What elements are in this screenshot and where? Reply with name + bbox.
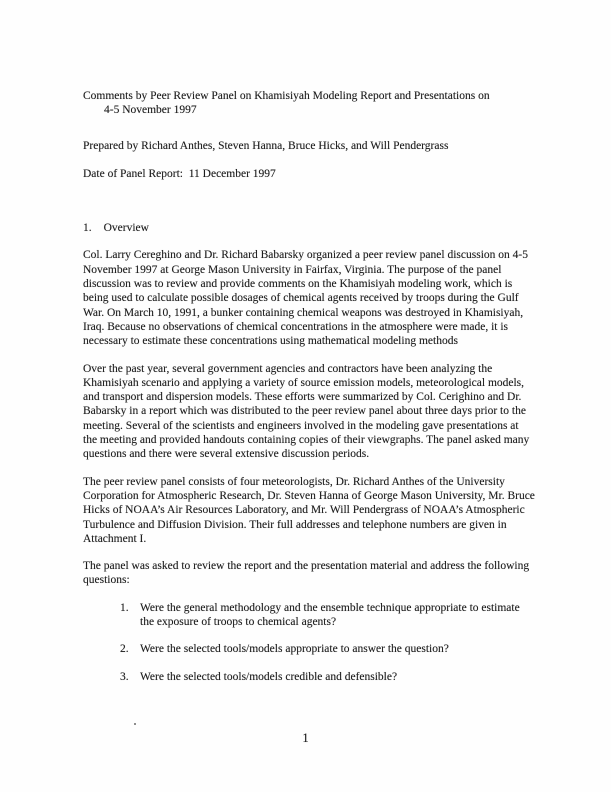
question-number: 3. — [120, 670, 129, 683]
paragraph-overview-1: Col. Larry Cereghino and Dr. Richard Babarsky organized a peer review panel discussion on 4-5 November 1997 at George Mason University in Fairfax, Virginia. The purpose of the panel discussion was to review and provide comments on the Khamisiyah modeling work, which is being used to calculate possible dosages of chemical agents received by troops during the Gulf War. On March 10, 1991, a bunker containing chemical weapons was destroyed in Khamisiyah, Iraq. Because no observations of chemical concentrations in the atmosphere were made, it is necessary to estimate these concentrations using mathematical modeling methods — [83, 249, 528, 348]
question-item-3 — [120, 670, 535, 684]
question-number: 2. — [120, 643, 129, 656]
section-number: 1. — [83, 222, 92, 235]
question-text: Were the selected tools/models credible and defensible? — [140, 670, 398, 683]
document-title — [83, 89, 535, 118]
question-number: 1. — [120, 601, 129, 614]
paragraph-panel-members: The peer review panel consists of four meteorologists, Dr. Richard Anthes of the University Corporation for Atmospheric Research, Dr. Steven Hanna of George Mason University, Mr. Bruce Hicks of NOAA’s Air Resources Laboratory, and Mr. Will Pendergrass of NOAA’s Atmospheric Turbulence and Diffusion Division. Their full addresses and telephone numbers are given in Attachment I. — [83, 475, 535, 545]
report-date-line: Date of Panel Report: 11 December 1997 — [83, 167, 276, 180]
paragraph-questions-intro: The panel was asked to review the report and the presentation material and address the following questions: — [83, 560, 530, 587]
title-line-1: Comments by Peer Review Panel on Khamisiyah Modeling Report and Presentations on — [83, 90, 490, 102]
section-heading-overview — [83, 221, 535, 235]
prepared-by-line: Prepared by Richard Anthes, Steven Hanna, Bruce Hicks, and Will Pendergrass — [83, 139, 449, 152]
scan-speck — [134, 723, 136, 725]
section-title: Overview — [103, 222, 149, 235]
question-list — [83, 601, 535, 684]
question-item-2 — [120, 642, 535, 656]
title-line-2: 4-5 November 1997 — [104, 104, 197, 117]
document-content — [83, 89, 535, 697]
paragraph-overview-2: Over the past year, several government agencies and contractors have been analyzing the Khamisiyah scenario and applying a variety of source emission models, meteorological models, and transport and dispersion models. These efforts were summarized by Col. Cerighino and Dr. Babarsky in a report which was distributed to the peer review panel about three days prior to the meeting. Several of the scientists and engineers involved in the modeling gave presentations at the meeting and provided handouts containing copies of their viewgraphs. The panel asked many questions and there were several extensive discussion periods. — [83, 362, 530, 461]
question-item-1 — [120, 601, 535, 630]
question-text: Were the selected tools/models appropriate to answer the question? — [140, 643, 449, 656]
page-number: 1 — [302, 731, 309, 745]
question-text: Were the general methodology and the ensemble technique appropriate to estimate the exposure of troops to chemical agents? — [140, 601, 520, 629]
